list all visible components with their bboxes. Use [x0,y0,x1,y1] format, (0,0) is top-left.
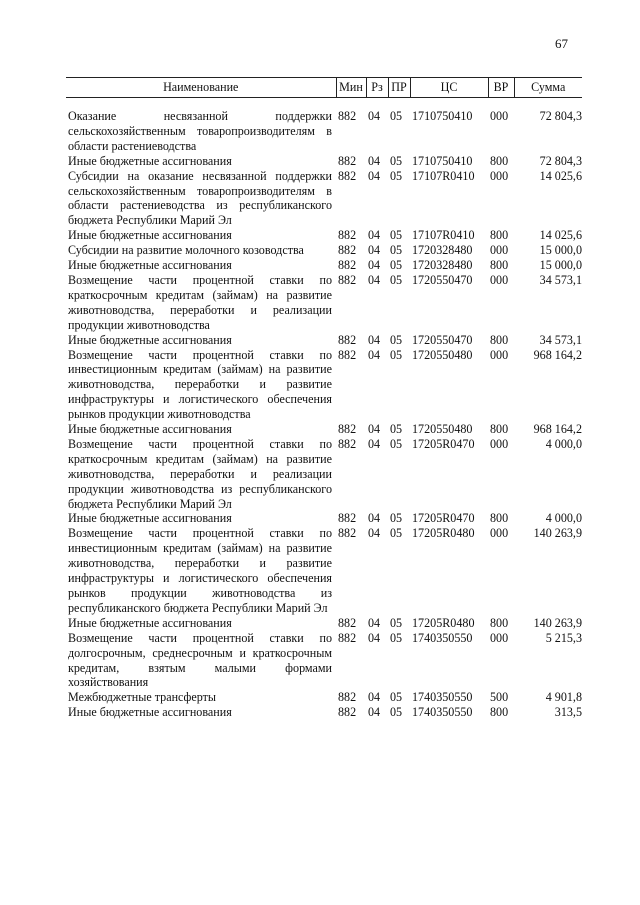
cell-name: Иные бюджетные ассигнования [68,258,232,273]
column-header-sum: Сумма [514,78,582,98]
cell-name: Иные бюджетные ассигнования [68,615,232,630]
cell-min: 882 [338,526,357,541]
cell-min: 882 [338,511,357,526]
column-header-vr: ВР [488,78,514,98]
cell-sum: 72 804,3 [539,153,582,168]
cell-cs: 17107R0410 [412,228,475,243]
cell-vr: 800 [490,705,509,720]
page-number: 67 [555,36,568,51]
cell-rz: 04 [368,630,381,645]
cell-vr: 000 [490,436,509,451]
cell-pr: 05 [390,347,403,362]
cell-cs: 1720328480 [412,243,473,258]
cell-pr: 05 [390,228,403,243]
column-header-pr: ПР [388,78,410,98]
cell-pr: 05 [390,109,403,123]
cell-pr: 05 [390,690,403,705]
cell-min: 882 [338,243,357,258]
cell-sum: 968 164,2 [533,422,582,437]
cell-vr: 500 [490,690,509,705]
cell-vr: 000 [490,168,509,183]
cell-sum: 14 025,6 [539,228,582,243]
cell-name: Иные бюджетные ассигнования [68,422,232,437]
cell-vr: 800 [490,511,509,526]
cell-rz: 04 [368,258,381,273]
cell-cs: 17205R0470 [412,436,475,451]
cell-min: 882 [338,228,357,243]
cell-rz: 04 [368,690,381,705]
cell-min: 882 [338,153,357,168]
cell-name: Иные бюджетные ассигнования [68,153,232,168]
budget-table [66,77,582,720]
cell-sum: 4 901,8 [545,690,582,705]
column-header-name: Наименование [66,78,336,98]
table-row [66,333,582,348]
table-row [66,437,582,512]
cell-sum: 968 164,2 [533,347,582,362]
cell-cs: 1710750410 [412,153,473,168]
table-row [66,169,582,229]
cell-cs: 17205R0480 [412,526,475,541]
cell-name: Возмещение части процентной ставки по инвестиционным кредитам (займам) на развитие животноводства, переработки и развитие инфраструктуры и логистического обеспечения рынков продукции животноводства [68,347,332,422]
cell-rz: 04 [368,153,381,168]
cell-rz: 04 [368,436,381,451]
cell-name: Возмещение части процентной ставки по долгосрочным, среднесрочным и краткосрочным кредитам, взятым малыми формами хозяйствования [68,630,332,690]
cell-cs: 1720550480 [412,422,473,437]
cell-rz: 04 [368,511,381,526]
cell-vr: 000 [490,630,509,645]
cell-pr: 05 [390,272,403,287]
cell-sum: 72 804,3 [539,109,582,123]
cell-min: 882 [338,436,357,451]
cell-pr: 05 [390,615,403,630]
cell-cs: 1720550470 [412,332,473,347]
table-row [66,422,582,437]
cell-pr: 05 [390,168,403,183]
table-row [66,526,582,615]
cell-sum: 140 263,9 [533,615,582,630]
table-row [66,228,582,243]
table-row [66,273,582,333]
cell-sum: 14 025,6 [539,168,582,183]
cell-min: 882 [338,168,357,183]
table-row [66,690,582,705]
cell-rz: 04 [368,422,381,437]
cell-rz: 04 [368,272,381,287]
cell-name: Субсидии на развитие молочного козоводства [68,243,304,258]
table-body [66,98,582,721]
cell-min: 882 [338,109,357,123]
cell-vr: 000 [490,243,509,258]
cell-sum: 34 573,1 [539,272,582,287]
cell-cs: 1720328480 [412,258,473,273]
cell-min: 882 [338,272,357,287]
cell-min: 882 [338,347,357,362]
cell-name: Оказание несвязанной поддержки сельскохозяйственным товаропроизводителям в области растениеводства [68,109,332,153]
cell-sum: 4 000,0 [545,511,582,526]
cell-name: Возмещение части процентной ставки по краткосрочным кредитам (займам) на развитие животноводства, переработки и реализации продукции животноводства из республиканского бюджета Республики Марий Эл [68,436,332,511]
cell-vr: 000 [490,347,509,362]
cell-sum: 140 263,9 [533,526,582,541]
cell-rz: 04 [368,243,381,258]
cell-vr: 800 [490,615,509,630]
cell-rz: 04 [368,347,381,362]
table-row [66,154,582,169]
cell-vr: 800 [490,153,509,168]
cell-pr: 05 [390,705,403,720]
cell-min: 882 [338,615,357,630]
cell-rz: 04 [368,526,381,541]
cell-name: Субсидии на оказание несвязанной поддержки сельскохозяйственным товаропроизводителям в области растениеводства из республиканского бюджета Республики Марий Эл [68,168,332,228]
column-header-cs: ЦС [410,78,488,98]
cell-pr: 05 [390,630,403,645]
cell-cs: 17107R0410 [412,168,475,183]
cell-name: Возмещение части процентной ставки по инвестиционным кредитам (займам) на развитие животноводства, переработки и развитие инфраструктуры и логистического обеспечения рынков продукции животноводства из республиканского бюджета Республики Марий Эл [68,526,332,615]
cell-min: 882 [338,332,357,347]
table-row [66,616,582,631]
cell-cs: 1740350550 [412,690,473,705]
table-row [66,511,582,526]
cell-cs: 1720550480 [412,347,473,362]
cell-rz: 04 [368,705,381,720]
cell-vr: 800 [490,422,509,437]
cell-sum: 15 000,0 [539,243,582,258]
cell-min: 882 [338,705,357,720]
cell-cs: 1710750410 [412,109,473,123]
cell-min: 882 [338,630,357,645]
cell-pr: 05 [390,332,403,347]
cell-min: 882 [338,422,357,437]
table-row [66,705,582,720]
cell-vr: 800 [490,332,509,347]
table-row [66,348,582,423]
cell-vr: 800 [490,228,509,243]
cell-sum: 5 215,3 [545,630,582,645]
cell-sum: 34 573,1 [539,332,582,347]
cell-name: Иные бюджетные ассигнования [68,332,232,347]
cell-pr: 05 [390,511,403,526]
cell-cs: 1740350550 [412,705,473,720]
cell-rz: 04 [368,109,381,123]
column-header-rz: Рз [366,78,388,98]
cell-rz: 04 [368,228,381,243]
cell-vr: 000 [490,272,509,287]
cell-cs: 1720550470 [412,272,473,287]
cell-rz: 04 [368,332,381,347]
table-row [66,631,582,691]
cell-sum: 313,5 [554,705,582,720]
cell-name: Иные бюджетные ассигнования [68,705,232,720]
column-header-min: Мин [336,78,366,98]
cell-vr: 000 [490,526,509,541]
cell-pr: 05 [390,422,403,437]
cell-sum: 4 000,0 [545,436,582,451]
table-row [66,98,582,154]
cell-name: Иные бюджетные ассигнования [68,511,232,526]
cell-min: 882 [338,258,357,273]
cell-pr: 05 [390,258,403,273]
cell-cs: 17205R0480 [412,615,475,630]
cell-rz: 04 [368,615,381,630]
cell-pr: 05 [390,243,403,258]
cell-sum: 15 000,0 [539,258,582,273]
cell-name: Возмещение части процентной ставки по краткосрочным кредитам (займам) на развитие животноводства, переработки и реализации продукции животноводства [68,272,332,332]
table-row [66,243,582,258]
table-row [66,258,582,273]
cell-cs: 1740350550 [412,630,473,645]
cell-vr: 000 [490,109,509,123]
cell-pr: 05 [390,436,403,451]
cell-name: Межбюджетные трансферты [68,690,217,705]
cell-pr: 05 [390,153,403,168]
cell-vr: 800 [490,258,509,273]
cell-rz: 04 [368,168,381,183]
cell-cs: 17205R0470 [412,511,475,526]
cell-name: Иные бюджетные ассигнования [68,228,232,243]
cell-pr: 05 [390,526,403,541]
table-header [66,78,582,98]
cell-min: 882 [338,690,357,705]
